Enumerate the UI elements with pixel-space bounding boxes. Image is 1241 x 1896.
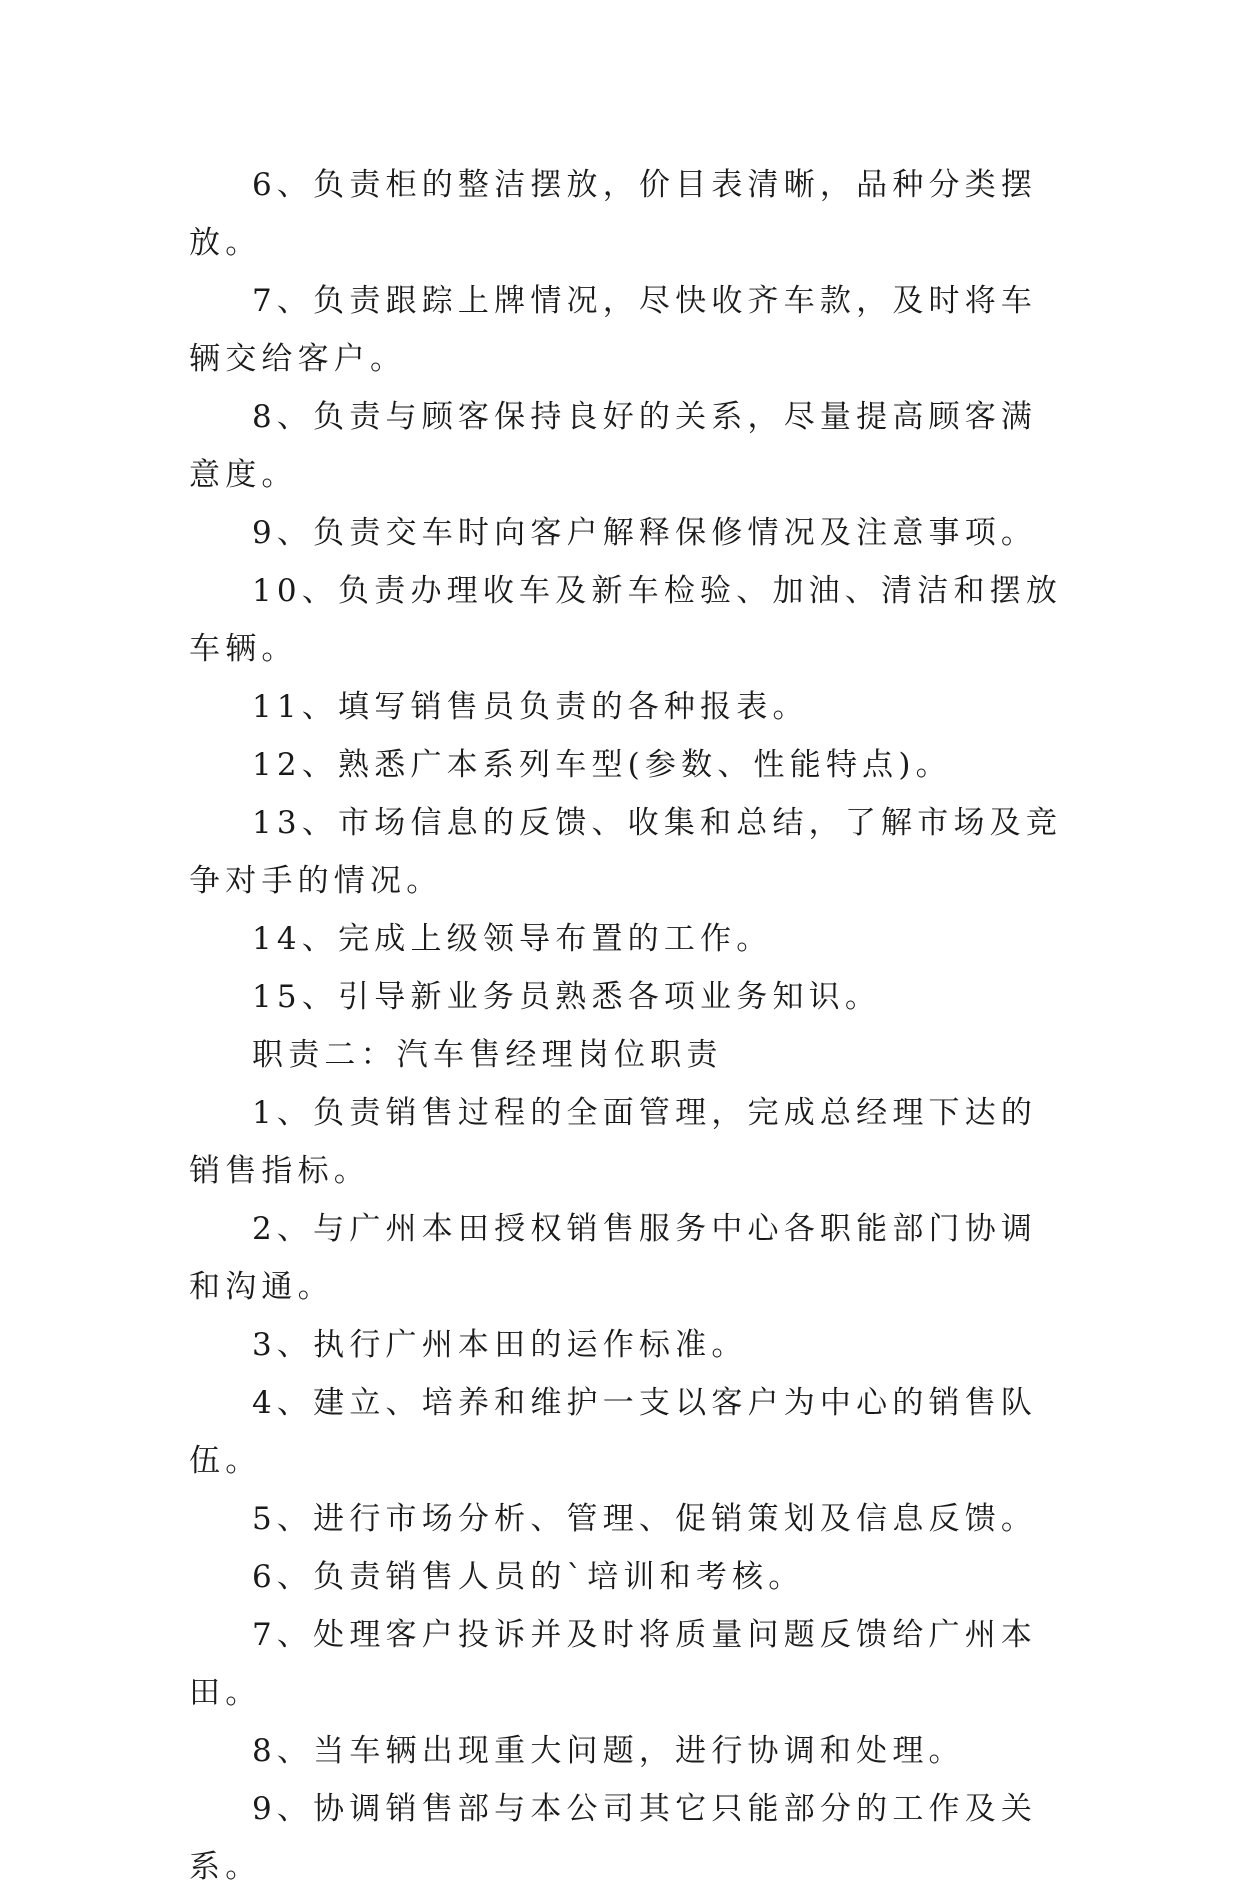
- paragraph-duty-9: 9、负责交车时向客户解释保修情况及注意事项。: [252, 515, 1038, 551]
- paragraph-duty-7: 7、负责跟踪上牌情况，尽快收齐车款，及时将车辆交给客户。: [189, 283, 1038, 377]
- paragraph-manager-duty-6: 6、负责销售人员的`培训和考核。: [252, 1559, 805, 1595]
- document-body: [189, 156, 1069, 1896]
- paragraph-duty-14: 14、完成上级领导布置的工作。: [252, 921, 773, 957]
- paragraph-manager-duty-3: 3、执行广州本田的运作标准。: [252, 1327, 748, 1363]
- paragraph-duty-8: 8、负责与顾客保持良好的关系，尽量提高顾客满意度。: [189, 399, 1038, 493]
- paragraph-duty-13: 13、市场信息的反馈、收集和总结，了解市场及竞争对手的情况。: [189, 805, 1063, 899]
- paragraph-manager-duty-9: 9、协调销售部与本公司其它只能部分的工作及关系。: [189, 1791, 1038, 1885]
- paragraph-manager-duty-8: 8、当车辆出现重大问题，进行协调和处理。: [252, 1733, 965, 1769]
- paragraph-manager-duty-5: 5、进行市场分析、管理、促销策划及信息反馈。: [252, 1501, 1038, 1537]
- paragraph-duty-6: 6、负责柜的整洁摆放，价目表清晰，品种分类摆放。: [189, 167, 1038, 261]
- paragraph-manager-duty-4: 4、建立、培养和维护一支以客户为中心的销售队伍。: [189, 1385, 1038, 1479]
- paragraph-duty-11: 11、填写销售员负责的各种报表。: [252, 689, 809, 725]
- paragraph-duty-12: 12、熟悉广本系列车型(参数、性能特点)。: [252, 747, 952, 783]
- paragraph-duty-15: 15、引导新业务员熟悉各项业务知识。: [252, 979, 882, 1015]
- section-heading: 职责二：汽车售经理岗位职责: [252, 1037, 723, 1073]
- paragraph-duty-10: 10、负责办理收车及新车检验、加油、清洁和摆放车辆。: [189, 573, 1063, 667]
- paragraph-manager-duty-1: 1、负责销售过程的全面管理，完成总经理下达的销售指标。: [189, 1095, 1038, 1189]
- paragraph-manager-duty-7: 7、处理客户投诉并及时将质量问题反馈给广州本田。: [189, 1617, 1038, 1711]
- paragraph-manager-duty-2: 2、与广州本田授权销售服务中心各职能部门协调和沟通。: [189, 1211, 1038, 1305]
